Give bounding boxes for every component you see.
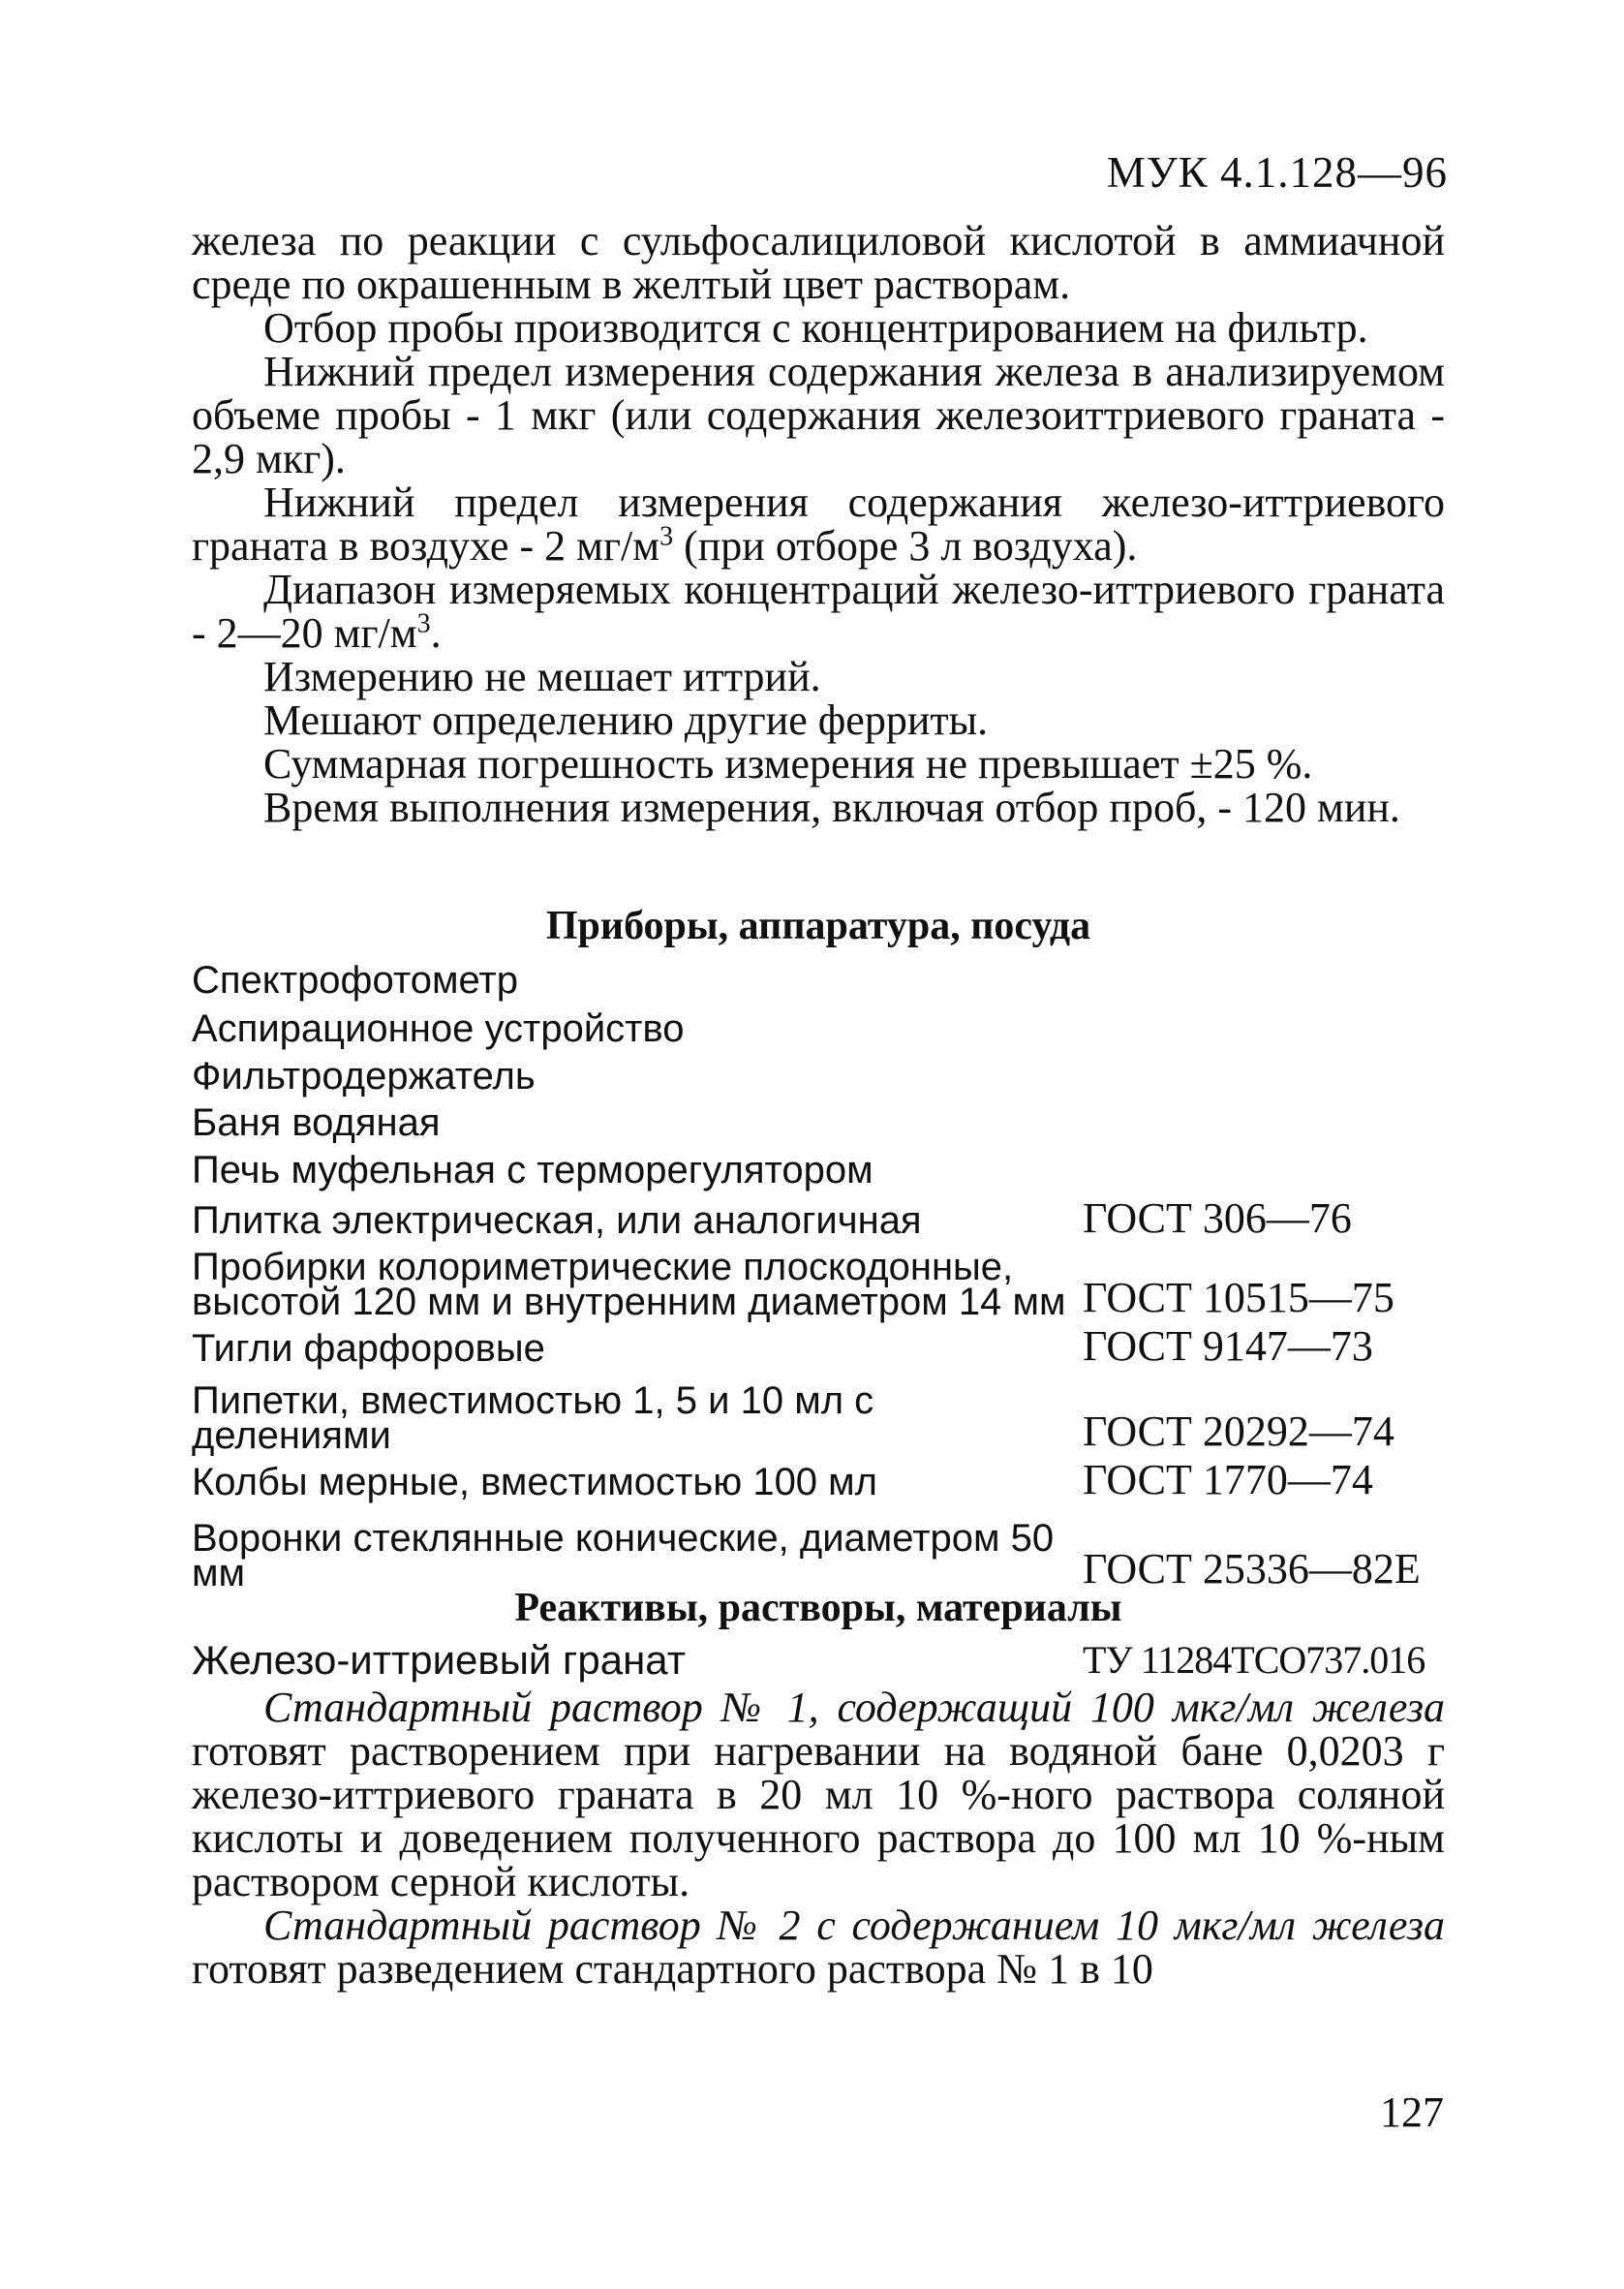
intro-paragraph-5 (192, 568, 1445, 655)
intro-text (192, 219, 1445, 829)
equipment-item-name: Колбы мерные, вместимостью 100 мл (192, 1461, 878, 1503)
equipment-item-name: Пробирки колориметрические плоскодонные, высотой 120 мм и внутренним диаметром 14 мм (192, 1246, 1066, 1323)
intro-paragraph-7: Мешают определению другие ферриты. (263, 696, 989, 744)
equipment-item-name: Пипетки, вместимостью 1, 5 и 10 мл с делениями (192, 1379, 874, 1457)
intro-paragraph-8: Суммарная погрешность измерения не превышает ±25 %. (263, 740, 1313, 788)
equipment-item (192, 1368, 1451, 1457)
equipment-item (192, 1319, 1451, 1368)
equipment-item (192, 1000, 1451, 1048)
equipment-item (192, 1142, 1451, 1190)
intro-paragraph-3: Нижний предел измерения содержания железа в анализируемом объеме пробы - 1 мкг (или содержания железоиттриевого граната - 2,9 мкг). (192, 348, 1445, 482)
equipment-item-standard: ГОСТ 9147—73 (1083, 1322, 1373, 1370)
standard-solution-1-paragraph (192, 1686, 1445, 1903)
standard-solution-2-text: готовят разведением стандартного раствора № 1 в 10 (192, 1945, 1153, 1993)
intro-p5-text-a: Диапазон измеряемых концентраций железо-иттриевого граната - 2—20 мг/м (192, 566, 1445, 657)
equipment-item-standard: ГОСТ 306—76 (1083, 1194, 1352, 1242)
equipment-item-name: Фильтродержатель (192, 1055, 536, 1098)
intro-paragraph-9: Время выполнения измерения, включая отбор проб, - 120 мин. (263, 784, 1400, 831)
reagent-item-name: Железо-иттриевый гранат (192, 1637, 686, 1683)
equipment-item (192, 1501, 1451, 1594)
intro-paragraph-4 (192, 480, 1445, 568)
equipment-list (192, 953, 1451, 1594)
reagents-text (192, 1686, 1445, 1991)
equipment-item-standard: ГОСТ 20292—74 (1083, 1407, 1394, 1455)
equipment-item-name: Печь муфельная с терморегулятором (192, 1149, 873, 1191)
equipment-item-name: Плитка электрическая, или аналогичная (192, 1199, 922, 1242)
document-code-header: МУК 4.1.128—96 (1106, 148, 1448, 197)
standard-solution-2-paragraph (192, 1903, 1445, 1991)
equipment-item (192, 1096, 1451, 1142)
intro-p5-sup: 3 (416, 608, 431, 639)
equipment-item-name: Аспирационное устройство (192, 1007, 685, 1050)
equipment-item (192, 953, 1451, 1000)
equipment-item-name: Спектрофотометр (192, 959, 518, 1002)
intro-p4-sup: 3 (659, 521, 674, 552)
equipment-item (192, 1048, 1451, 1096)
intro-p4-text-b: (при отборе 3 л воздуха). (673, 522, 1138, 570)
intro-p5-text-b: . (430, 609, 442, 657)
standard-solution-1-text: готовят растворением при нагревании на водяной бане 0,0203 г железо-иттриевого граната в 20 мл 10 %-ного раствора соляной кислоты и доведением полученного раствора до 100 мл 10 %-ным раствором серной кислоты. (192, 1727, 1445, 1905)
reagent-item-standard: ТУ 11284ТСО737.016 (1083, 1638, 1425, 1682)
equipment-item-name: Тигли фарфоровые (192, 1327, 545, 1370)
intro-paragraph-6: Измерению не мешает иттрий. (263, 653, 821, 700)
equipment-item (192, 1453, 1451, 1501)
reagents-section-title: Реактивы, растворы, материалы (514, 1586, 1122, 1630)
equipment-item-name: Воронки стеклянные конические, диаметром 50 мм (192, 1517, 1055, 1594)
intro-paragraph-2: Отбор пробы производится с концентрированием на фильтр. (263, 304, 1368, 352)
equipment-item-standard: ГОСТ 25336—82Е (1083, 1545, 1421, 1593)
intro-p4-text-a: Нижний предел измерения содержания железо-иттриевого граната в воздухе - 2 мг/м (192, 479, 1445, 570)
standard-solution-2-title: Стандартный раствор № 2 с содержанием 10 мкг/мл железа (263, 1902, 1445, 1949)
reagent-item (192, 1637, 1451, 1684)
equipment-item-standard: ГОСТ 10515—75 (1083, 1274, 1394, 1321)
equipment-item-standard: ГОСТ 1770—74 (1083, 1456, 1373, 1503)
equipment-item (192, 1240, 1451, 1323)
equipment-item (192, 1190, 1451, 1240)
page-number: 127 (1380, 2088, 1444, 2136)
standard-solution-1-title: Стандартный раствор № 1, содержащий 100 мкг/мл железа (263, 1684, 1445, 1731)
equipment-item-name: Баня водяная (192, 1101, 441, 1144)
intro-paragraph-1: железа по реакции с сульфосалициловой кислотой в аммиачной среде по окрашенным в желтый цвет растворам. (192, 217, 1445, 308)
equipment-section-title: Приборы, аппаратура, посуда (545, 904, 1091, 948)
